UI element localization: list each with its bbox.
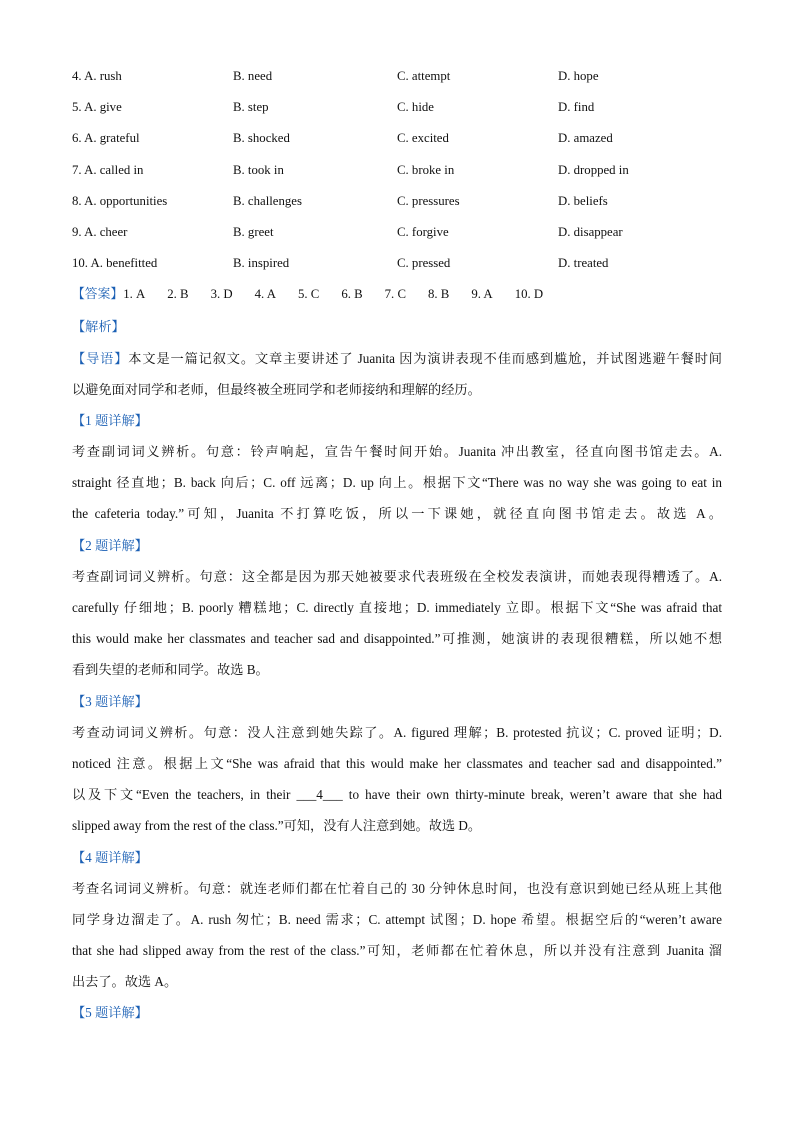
option-item: 5. A. give [72,100,122,115]
text-line: slipped away from the rest of the class.”可知，没有人注意到她。故选 D。 [72,818,482,834]
answer-item: 5. C [297,287,320,302]
section-heading [72,842,722,873]
answer-item: 7. C [384,287,406,302]
option-item: B. need [233,69,273,83]
option-item: D. amazed [558,131,613,146]
answer-item: 8. B [428,287,450,302]
answer-item: 9. A [471,287,493,302]
section-label: 【4 题详解】 [72,849,148,865]
section-heading [72,530,722,561]
analysis-label: 【解析】 [72,319,125,335]
answer-item: 4. A [254,287,276,302]
option-item: B. inspired [233,256,290,271]
options-list [72,62,722,280]
text-line: this would make her classmates and teacher sad and disappointed.”可推测，她演讲的表现很糟糕，所以她不想 [72,631,722,647]
section-heading [72,405,722,436]
section-heading [72,686,722,717]
option-row [72,156,722,187]
option-item: 4. A. rush [72,69,122,83]
answer-item: 2. B [167,287,189,302]
answer-items [123,287,565,301]
section-label: 【3 题详解】 [72,693,148,709]
text-line: 同学身边溜走了。A. rush 匆忙；B. need 需求；C. attempt 试图；D. hope 希望。根据空后的“weren’t aware [72,911,722,927]
option-item: 9. A. cheer [72,224,128,239]
answer-row [72,280,722,311]
section-heading [72,997,722,1028]
answer-item: 3. D [210,287,233,302]
option-item: D. hope [558,69,599,83]
text-line: 看到失望的老师和同学。故选 B。 [72,662,269,678]
option-item: C. pressures [397,193,460,208]
option-item: D. beliefs [558,193,608,208]
section-label: 【1 题详解】 [72,412,148,428]
option-item: 6. A. grateful [72,131,140,146]
option-row [72,218,722,249]
option-item: B. challenges [233,193,302,208]
text-line: 考查动词词义辨析。句意：没人注意到她失踪了。A. figured 理解；B. protested 抗议；C. proved 证明；D. [72,724,722,740]
option-item: D. disappear [558,224,623,239]
option-row [72,249,722,280]
text-line: noticed 注意。根据上文“She was afraid that this would make her classmates and teacher sad and disappointed.” [72,755,722,771]
option-item: B. greet [233,224,274,239]
option-item: B. took in [233,162,284,177]
text-line: straight 径直地；B. back 向后；C. off 远离；D. up 向上。根据下文“There was no way she was going to eat in [72,475,722,491]
option-item: 10. A. benefitted [72,256,158,271]
option-item: 7. A. called in [72,162,144,177]
analysis-body [72,343,722,1029]
option-item: 8. A. opportunities [72,193,168,208]
section-label: 【导语】 [72,350,129,366]
option-item: C. excited [397,131,449,146]
option-item: D. find [558,100,595,115]
answer-item: 1. A [123,287,146,302]
text-line: 考查副词词义辨析。句意：这全都是因为那天她被要求代表班级在全校发表演讲，而她表现得糟透了。A. [72,568,722,584]
option-item: B. shocked [233,131,290,146]
section-label: 【2 题详解】 [72,537,148,553]
option-row [72,93,722,124]
option-row [72,187,722,218]
text-line: 以避免面对同学和老师，但最终被全班同学和老师接纳和理解的经历。 [72,381,481,397]
text-line: that she had slipped away from the rest of the class.”可知，老师都在忙着休息，所以并没有注意到 Juanita 溜 [72,943,722,959]
text-line: the cafeteria today.”可知，Juanita 不打算吃饭，所以一下课她，就径直向图书馆走去。故选 A。 [72,506,722,522]
option-item: D. dropped in [558,162,629,177]
option-item: C. hide [397,100,434,115]
option-row [72,62,722,93]
answer-item: 10. D [514,287,544,302]
option-item: D. treated [558,256,609,271]
section-heading [72,343,722,374]
answer-label: 【答案】 [72,287,124,302]
text-line: 出去了。故选 A。 [72,974,178,990]
document-page [72,62,722,1029]
option-item: C. broke in [397,162,455,177]
option-item: C. pressed [397,256,451,271]
section-text: 本文是一篇记叙文。文章主要讲述了 Juanita 因为演讲表现不佳而感到尴尬，并试图逃避午餐时间 [128,350,722,366]
text-line: 以及下文“Even the teachers, in their ___4___ to have their own thirty-minute break, weren’t aware that she had [72,787,722,803]
option-item: B. step [233,100,269,115]
option-item: C. forgive [397,224,449,239]
answer-item: 6. B [341,287,363,302]
option-row [72,124,722,155]
text-line: 考查副词词义辨析。句意：铃声响起，宣告午餐时间开始。Juanita 冲出教室，径直向图书馆走去。A. [72,444,722,460]
text-line: 考查名词词义辨析。句意：就连老师们都在忙着自己的 30 分钟休息时间，也没有意识到她已经从班上其他 [72,880,722,896]
section-label: 【5 题详解】 [72,1005,148,1021]
option-item: C. attempt [397,69,451,83]
text-line: carefully 仔细地；B. poorly 糟糕地；C. directly 直接地；D. immediately 立即。根据下文“She was afraid that [72,600,722,615]
